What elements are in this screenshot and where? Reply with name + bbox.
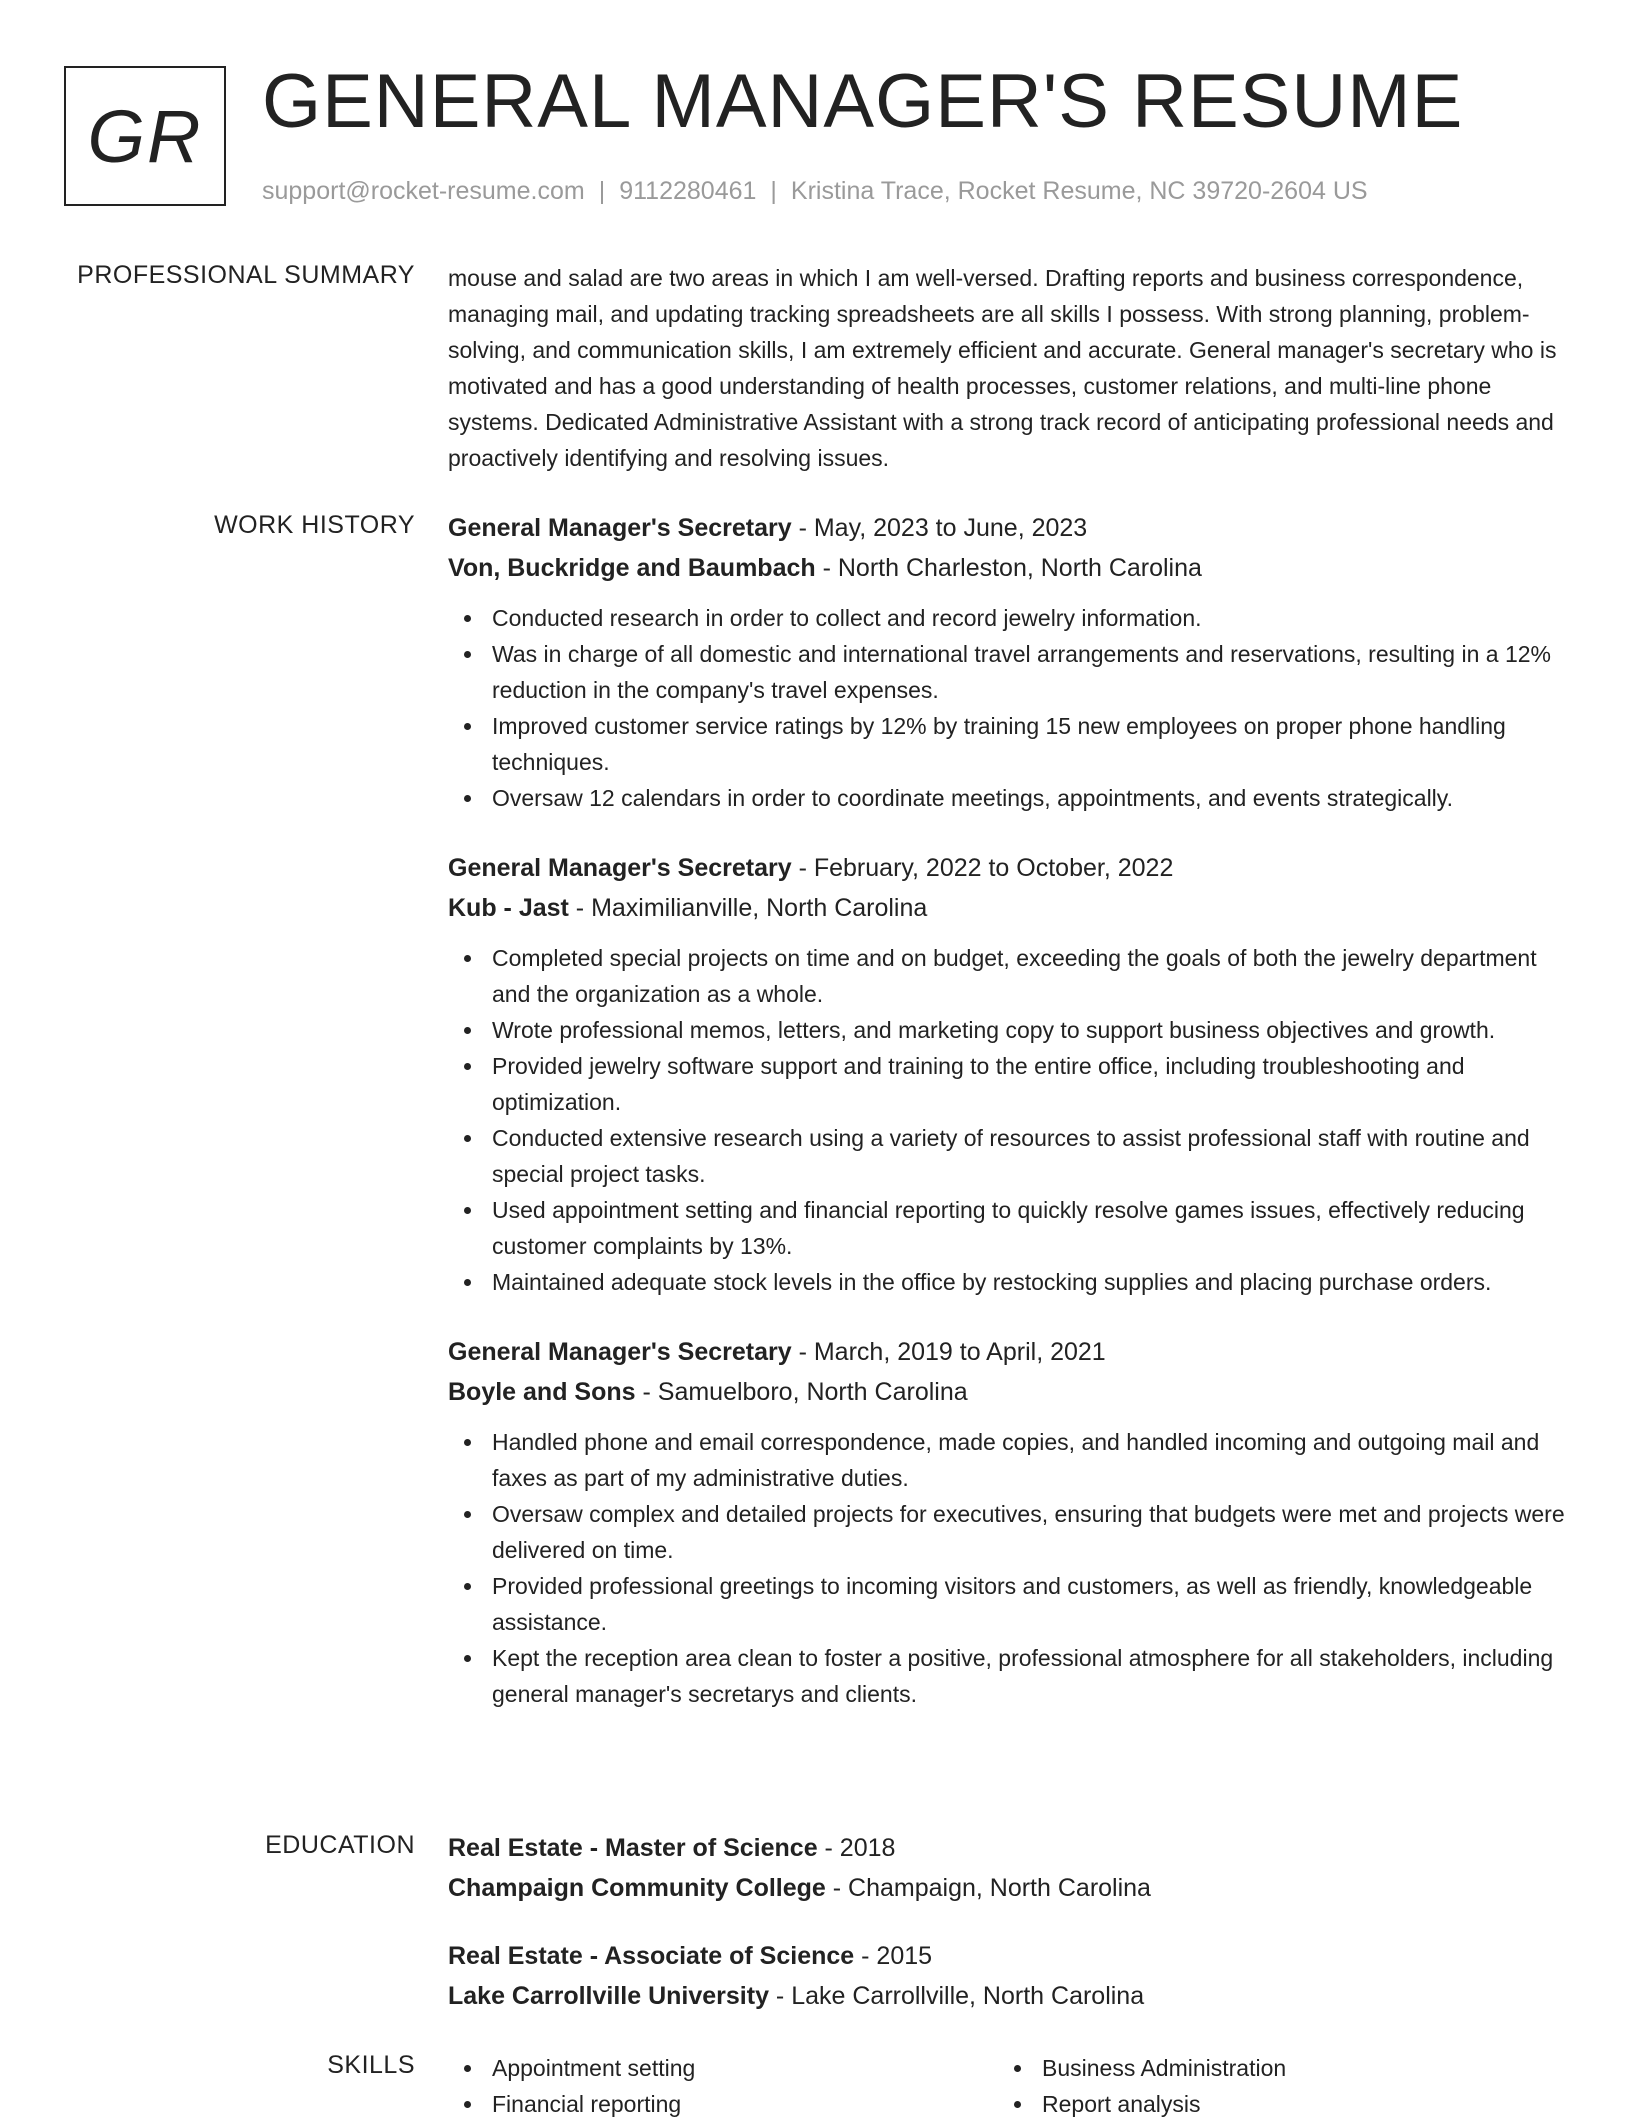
education-degree: Real Estate - Associate of Science [448,1942,855,1970]
skills-grid [448,2050,1568,2122]
education-degree: Real Estate - Master of Science [448,1834,818,1862]
contact-separator: | [770,177,777,205]
job-bullets [448,940,1568,1300]
job-title: General Manager's Secretary [448,854,792,882]
skills-column-right [998,2050,1548,2122]
contact-address: Kristina Trace, Rocket Resume, NC 39720-2604 US [790,177,1368,205]
education-degree-line [448,1828,1568,1868]
job-dates: - February, 2022 to October, 2022 [791,854,1174,882]
job-bullet: Was in charge of all domestic and international travel arrangements and reservations, resulting in a 12% reduction in the company's travel expenses. [448,636,1568,708]
job-bullet: Maintained adequate stock levels in the office by restocking supplies and placing purchase orders. [448,1264,1568,1300]
summary-body [448,260,1568,476]
job-dates: - March, 2019 to April, 2021 [791,1338,1106,1366]
job-title: General Manager's Secretary [448,1338,792,1366]
contact-email[interactable]: support@rocket-resume.com [262,177,585,205]
contact-phone[interactable]: 9112280461 [619,177,757,205]
monogram-box [64,66,226,206]
monogram-initials: GR [87,94,203,178]
section-heading-skills: SKILLS [327,2051,415,2079]
job-location: - Maximilianville, North Carolina [568,894,928,922]
job-bullet: Oversaw complex and detailed projects for executives, ensuring that budgets were met and projects were delivered on time. [448,1496,1568,1568]
contact-line [262,174,1368,208]
skill-item: Report analysis [998,2086,1548,2122]
section-heading-education: EDUCATION [265,1831,415,1859]
job-location: - Samuelboro, North Carolina [635,1378,968,1406]
job-bullet: Completed special projects on time and on budget, exceeding the goals of both the jewelry department and the organization as a whole. [448,940,1568,1012]
education-location: - Lake Carrollville, North Carolina [768,1982,1145,2010]
job-title-line [448,848,1568,888]
education-year: - 2018 [817,1834,896,1862]
education-year: - 2015 [854,1942,933,1970]
job-entry [448,508,1568,816]
job-bullets [448,1424,1568,1712]
job-bullet: Oversaw 12 calendars in order to coordinate meetings, appointments, and events strategically. [448,780,1568,816]
job-company-line [448,1372,1568,1412]
job-bullet: Provided professional greetings to incoming visitors and customers, as well as friendly, knowledgeable assistance. [448,1568,1568,1640]
job-company: Boyle and Sons [448,1378,636,1406]
education-school: Lake Carrollville University [448,1982,769,2010]
education-entry [448,1936,1568,2016]
job-entry [448,848,1568,1300]
education-school-line [448,1976,1568,2016]
job-bullet: Kept the reception area clean to foster a positive, professional atmosphere for all stakeholders, including general manager's secretarys and clients. [448,1640,1568,1712]
job-company-line [448,888,1568,928]
contact-separator: | [598,177,606,205]
job-company-line [448,548,1568,588]
job-bullets [448,600,1568,816]
summary-text: mouse and salad are two areas in which I am well-versed. Drafting reports and business correspondence, managing mail, and updating tracking spreadsheets are all skills I possess. With strong planning, problem-solving, and communication skills, I am extremely efficient and accurate. General manager's secretary who is motivated and has a good understanding of health processes, customer relations, and multi-line phone systems. Dedicated Administrative Assistant with a strong track record of anticipating professional needs and proactively identifying and resolving issues. [448,265,1557,471]
education-entry [448,1828,1568,1908]
education-body [448,1828,1568,2044]
education-school: Champaign Community College [448,1874,826,1902]
job-bullet: Conducted research in order to collect and record jewelry information. [448,600,1568,636]
job-bullet: Used appointment setting and financial reporting to quickly resolve games issues, effectively reducing customer complaints by 13%. [448,1192,1568,1264]
section-heading-work-history: WORK HISTORY [214,511,415,539]
education-degree-line [448,1936,1568,1976]
work-history-body [448,508,1568,1744]
skills-column-left [448,2050,998,2122]
skill-item: Business Administration [998,2050,1548,2086]
job-bullet: Handled phone and email correspondence, made copies, and handled incoming and outgoing mail and faxes as part of my administrative duties. [448,1424,1568,1496]
job-location: - North Charleston, North Carolina [815,554,1202,582]
job-company: Kub - Jast [448,894,569,922]
job-dates: - May, 2023 to June, 2023 [791,514,1088,542]
job-title-line [448,508,1568,548]
section-heading-summary: PROFESSIONAL SUMMARY [77,261,415,289]
job-bullet: Wrote professional memos, letters, and marketing copy to support business objectives and growth. [448,1012,1568,1048]
job-title-line [448,1332,1568,1372]
job-bullet: Improved customer service ratings by 12% by training 15 new employees on proper phone handling techniques. [448,708,1568,780]
job-bullet: Conducted extensive research using a variety of resources to assist professional staff with routine and special project tasks. [448,1120,1568,1192]
job-entry [448,1332,1568,1712]
job-title: General Manager's Secretary [448,514,792,542]
skill-item: Appointment setting [448,2050,998,2086]
education-location: - Champaign, North Carolina [825,1874,1151,1902]
job-company: Von, Buckridge and Baumbach [448,554,816,582]
resume-title: GENERAL MANAGER'S RESUME [262,59,1464,144]
skill-item: Financial reporting [448,2086,998,2122]
education-school-line [448,1868,1568,1908]
skills-body [448,2050,1568,2122]
job-bullet: Provided jewelry software support and training to the entire office, including troubleshooting and optimization. [448,1048,1568,1120]
